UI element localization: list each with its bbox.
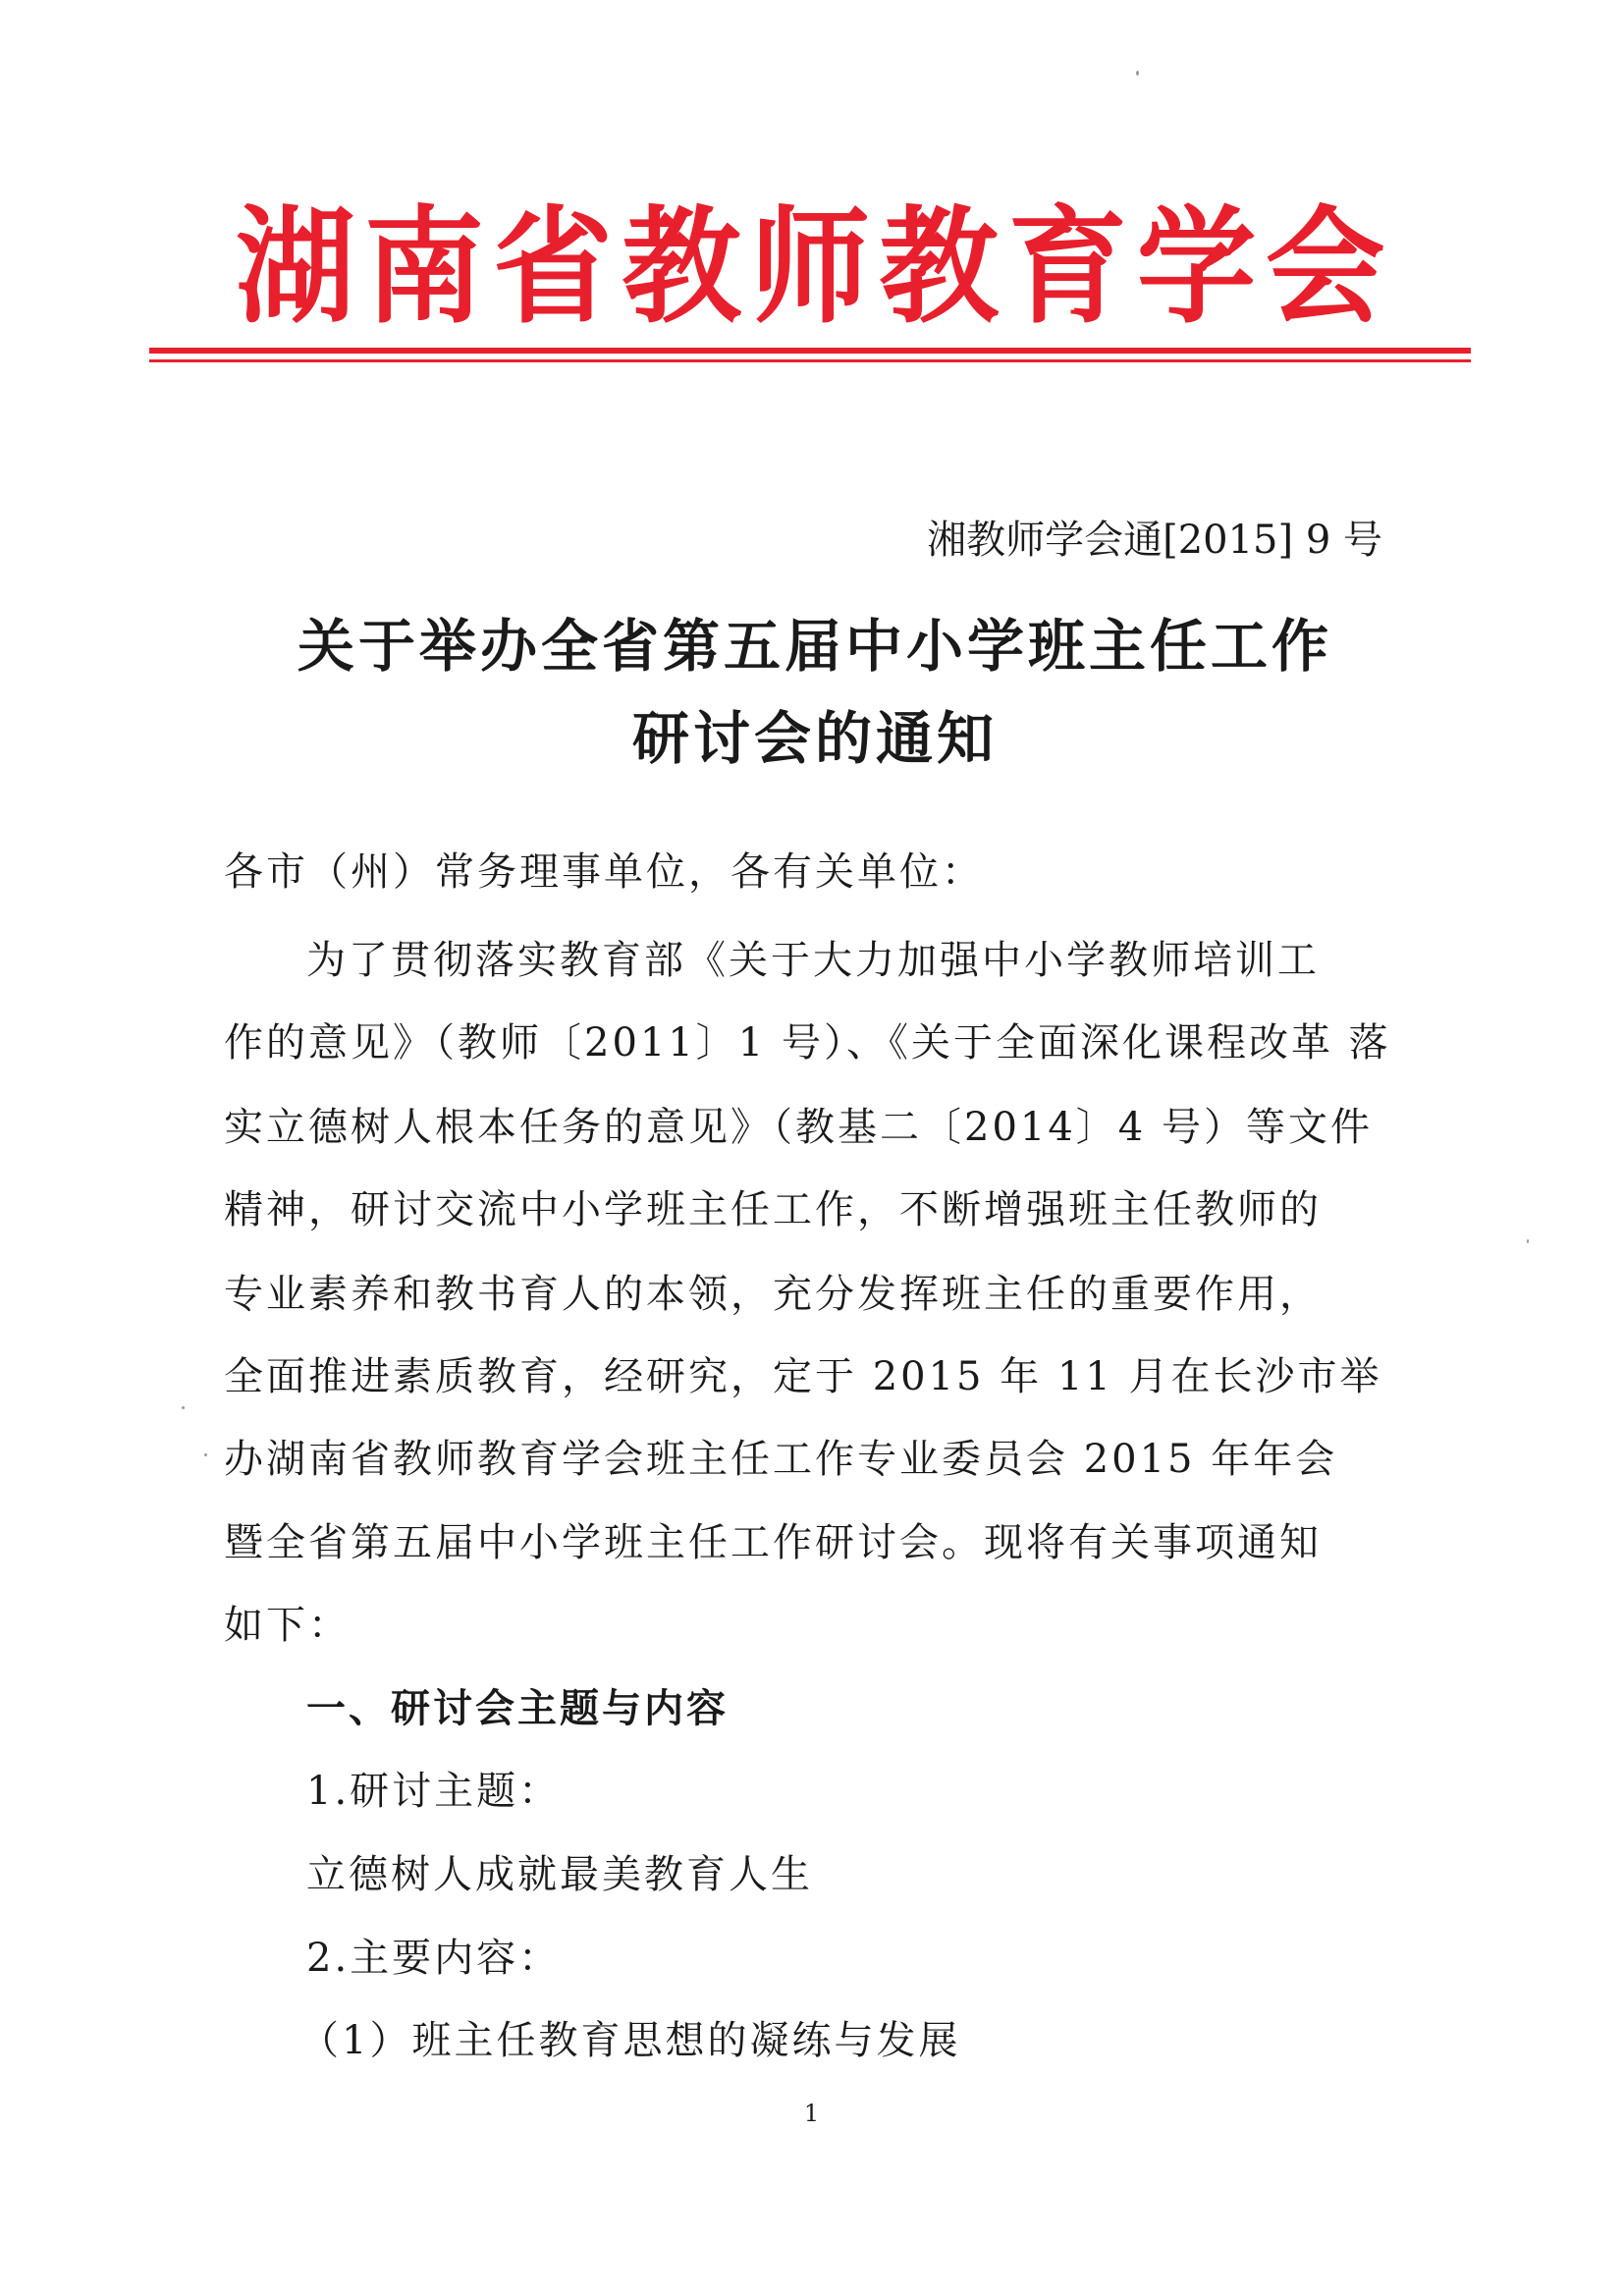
body-line: 实立德树人根本任务的意见》（教基二〔2014〕4 号）等文件	[224, 1105, 1373, 1150]
notice-title-line1: 关于举办全省第五届中小学班主任工作	[297, 613, 1332, 680]
letterhead-rule-thin	[149, 359, 1471, 362]
body-line: 如下：	[224, 1603, 351, 1648]
theme-text: 立德树人成就最美教育人生	[306, 1852, 813, 1897]
body-line: 精神，研讨交流中小学班主任工作，不断增强班主任教师的	[224, 1187, 1322, 1232]
scan-speck	[1136, 71, 1139, 76]
salutation: 各市（州）常务理事单位，各有关单位：	[224, 849, 984, 895]
body-line: 办湖南省教师教育学会班主任工作专业委员会 2015 年年会	[224, 1437, 1338, 1482]
notice-title-line2: 研讨会的通知	[631, 705, 998, 772]
content-label: 2.主要内容：	[306, 1936, 562, 1981]
body-line: 暨全省第五届中小学班主任工作研讨会。现将有关事项通知	[224, 1520, 1322, 1565]
body-line: 为了贯彻落实教育部《关于大力加强中小学教师培训工	[306, 938, 1320, 983]
body-line: 全面推进素质教育，经研究，定于 2015 年 11 月在长沙市举	[224, 1354, 1382, 1399]
theme-label: 1.研讨主题：	[306, 1769, 562, 1814]
content-item: （1）班主任教育思想的凝练与发展	[299, 2018, 961, 2063]
document-number: 湘教师学会通[2015] 9 号	[927, 518, 1382, 563]
scan-speck	[182, 1406, 185, 1409]
body-line: 作的意见》（教师〔2011〕1 号）、《关于全面深化课程改革 落	[224, 1020, 1391, 1066]
letterhead-title: 湖南省教师教育学会	[236, 194, 1394, 341]
page-number: 1	[803, 2100, 820, 2127]
section-heading: 一、研讨会主题与内容	[306, 1686, 729, 1731]
body-line: 专业素养和教书育人的本领，充分发挥班主任的重要作用，	[224, 1272, 1322, 1317]
letterhead-rule-thick	[149, 348, 1471, 354]
scan-speck	[204, 1453, 207, 1456]
scan-speck	[1527, 1239, 1529, 1243]
